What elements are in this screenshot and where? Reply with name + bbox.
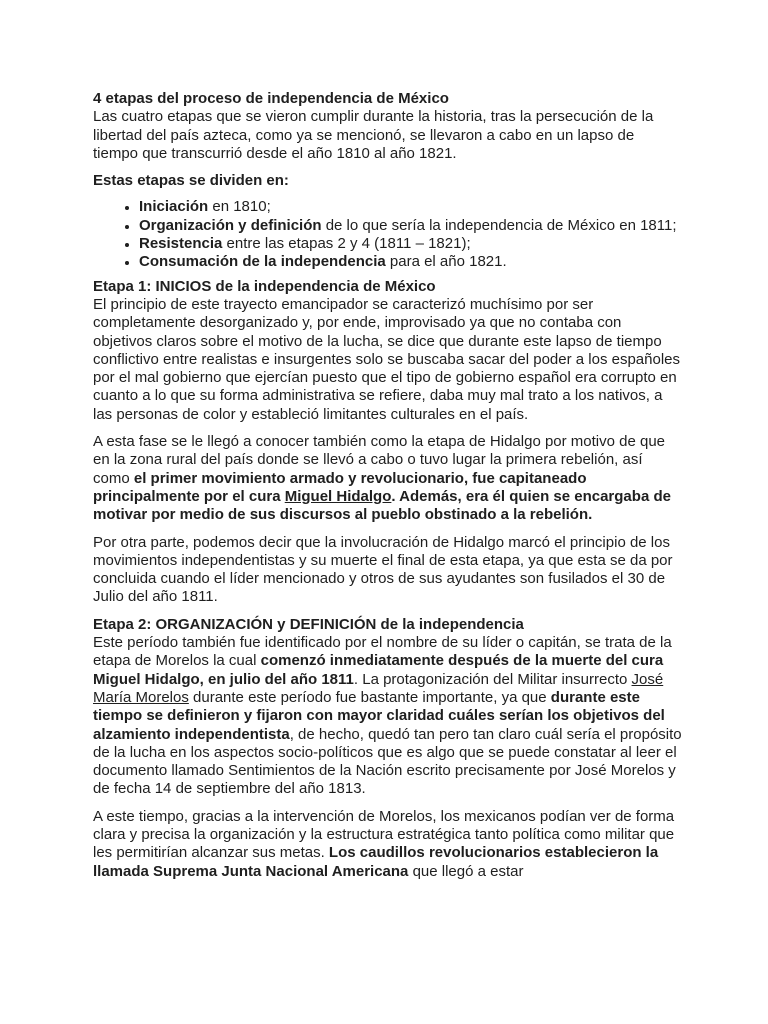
- etapa2-paragraph-2: A este tiempo, gracias a la intervención de Morelos, los mexicanos podían ver de forma clara y precisa la organización y la estructura estratégica tanto política como militar que les permitirían alcanzar sus metas. Los caudillos revolucionarios establecieron la llamada Suprema Junta Nacional Americana que llegó a estar: [93, 807, 675, 880]
- document-page: [93, 90, 683, 890]
- list-item: • Consumación de la independencia para el año 1821.: [139, 253, 683, 271]
- stages-heading: Estas etapas se dividen en:: [93, 172, 289, 190]
- etapa1-paragraph-2: A esta fase se le llegó a conocer también como la etapa de Hidalgo por motivo de que en la zona rural del país donde se llevó a cabo o tuvo lugar la primera rebelión, así como el primer movimiento armado y revolucionario, fue capitaneado principalmente por el cura Miguel Hidalgo. Además, era él quien se encargaba de motivar por medio de sus discursos al pueblo obstinado a la rebelión.: [93, 433, 671, 524]
- etapa2-heading: Etapa 2: ORGANIZACIÓN y DEFINICIÓN de la independencia: [93, 615, 524, 633]
- miguel-hidalgo-link[interactable]: Miguel Hidalgo: [284, 487, 392, 505]
- document-title: 4 etapas del proceso de independencia de México: [93, 90, 449, 107]
- stages-list: [93, 198, 683, 271]
- etapa1-paragraph-3: Por otra parte, podemos decir que la involucración de Hidalgo marcó el principio de los movimientos independentistas y su muerte el final de esta etapa, ya que esta se da por concluida cuando el líder mencionado y otros de sus ayudantes son fusilados el 30 de Julio del año 1811.: [93, 533, 673, 606]
- etapa1-heading: Etapa 1: INICIOS de la independencia de México: [93, 277, 436, 295]
- list-item: • Resistencia entre las etapas 2 y 4 (1811 – 1821);: [139, 235, 683, 253]
- etapa1-paragraph-1: El principio de este trayecto emancipador se caracterizó muchísimo por ser completamente desorganizado y, por ende, improvisado ya que no contaba con objetivos claros sobre el motivo de la lucha, se dice que durante este lapso de tiempo conflictivo entre realistas e insurgentes solo se buscaba sacar del poder a los españoles por el mal gobierno que ejercían puesto que el tipo de gobierno español era corrupto en cuanto a lo que su forma administrativa se refiere, daba muy mal trato a los nativos, a las personas de color y estableció limitantes culturales en el país.: [93, 295, 681, 423]
- etapa2-paragraph-1: Este período también fue identificado por el nombre de su líder o capitán, se trata de la etapa de Morelos la cual comenzó inmediatamente después de la muerte del cura Miguel Hidalgo, en julio del año 1811. La protagonización del Militar insurrecto José María Morelos durante este período fue bastante importante, ya que durante este tiempo se definieron y fijaron con mayor claridad cuáles serían los objetivos del alzamiento independentista, de hecho, quedó tan pero tan claro cuál sería el propósito de la lucha en los aspectos socio-políticos que es algo que se puede constatar al leer el documento llamado Sentimientos de la Nación escrito precisamente por José Morelos y de fecha 14 de septiembre del año 1813.: [93, 634, 682, 798]
- intro-paragraph: Las cuatro etapas que se vieron cumplir durante la historia, tras la persecución de la libertad del país azteca, como ya se mencionó, se llevaron a cabo en un lapso de tiempo que transcurrió desde el año 1810 al año 1821.: [93, 108, 654, 162]
- jose-maria-morelos-link[interactable]: José María Morelos: [93, 670, 664, 706]
- list-item: • Iniciación en 1810;: [139, 198, 683, 216]
- list-item: • Organización y definición de lo que sería la independencia de México en 1811;: [139, 217, 683, 235]
